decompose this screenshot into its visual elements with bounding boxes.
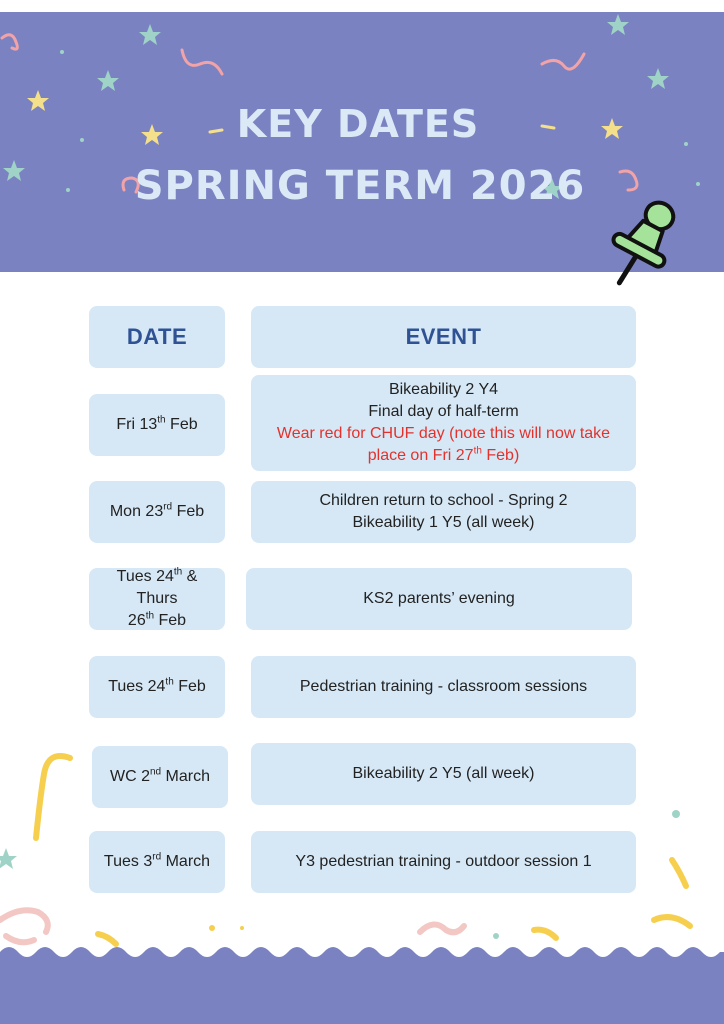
event-line: Bikeability 1 Y5 (all week) [352, 514, 535, 531]
event-note-red: Wear red for CHUF day (note this will now take [276, 425, 611, 442]
event-cell [251, 481, 636, 543]
event-line: Final day of half-term [368, 403, 519, 420]
push-pin-icon [598, 188, 684, 292]
squiggle-icon [36, 756, 70, 838]
star-icon [0, 848, 17, 869]
date-cell: Tues 3rd March [89, 831, 225, 893]
footer-confetti [0, 740, 724, 960]
event-column-header: EVENT [251, 306, 636, 368]
squiggle-icon [182, 50, 222, 74]
event-line: Pedestrian training - classroom sessions [299, 678, 588, 695]
date-cell: WC 2nd March [92, 746, 228, 808]
squiggle-icon [542, 54, 584, 69]
event-line: Bikeability 2 Y5 (all week) [352, 765, 535, 782]
date-cell: Tues 24th Feb [89, 656, 225, 718]
event-cell [246, 568, 632, 630]
event-line: KS2 parents’ evening [363, 590, 515, 607]
event-line: Children return to school - Spring 2 [319, 492, 568, 509]
date-cell: Mon 23rd Feb [89, 481, 225, 543]
footer-band [0, 958, 724, 1024]
event-line: Bikeability 2 Y4 [388, 381, 499, 398]
date-column-header: DATE [89, 306, 225, 368]
star-icon [97, 70, 119, 91]
squiggle-icon [654, 917, 690, 926]
date-cell: Tues 24th & Thurs 26th Feb [89, 568, 225, 630]
squiggle-icon [2, 35, 17, 49]
event-cell [251, 656, 636, 718]
squiggle-icon [672, 860, 686, 886]
squiggle-icon [534, 930, 556, 938]
event-note-red: place on Fri 27th Feb) [367, 445, 520, 464]
event-line: Y3 pedestrian training - outdoor session 1 [295, 853, 592, 870]
star-icon [607, 14, 629, 35]
star-icon [647, 68, 669, 89]
page-title-line-1: KEY DATES [236, 102, 480, 146]
squiggle-icon [0, 910, 48, 932]
date-cell: Fri 13th Feb [89, 394, 225, 456]
page-title-line-2: SPRING TERM 2026 [134, 163, 586, 209]
squiggle-icon [420, 924, 464, 932]
star-icon [139, 24, 161, 45]
event-cell [251, 375, 636, 471]
